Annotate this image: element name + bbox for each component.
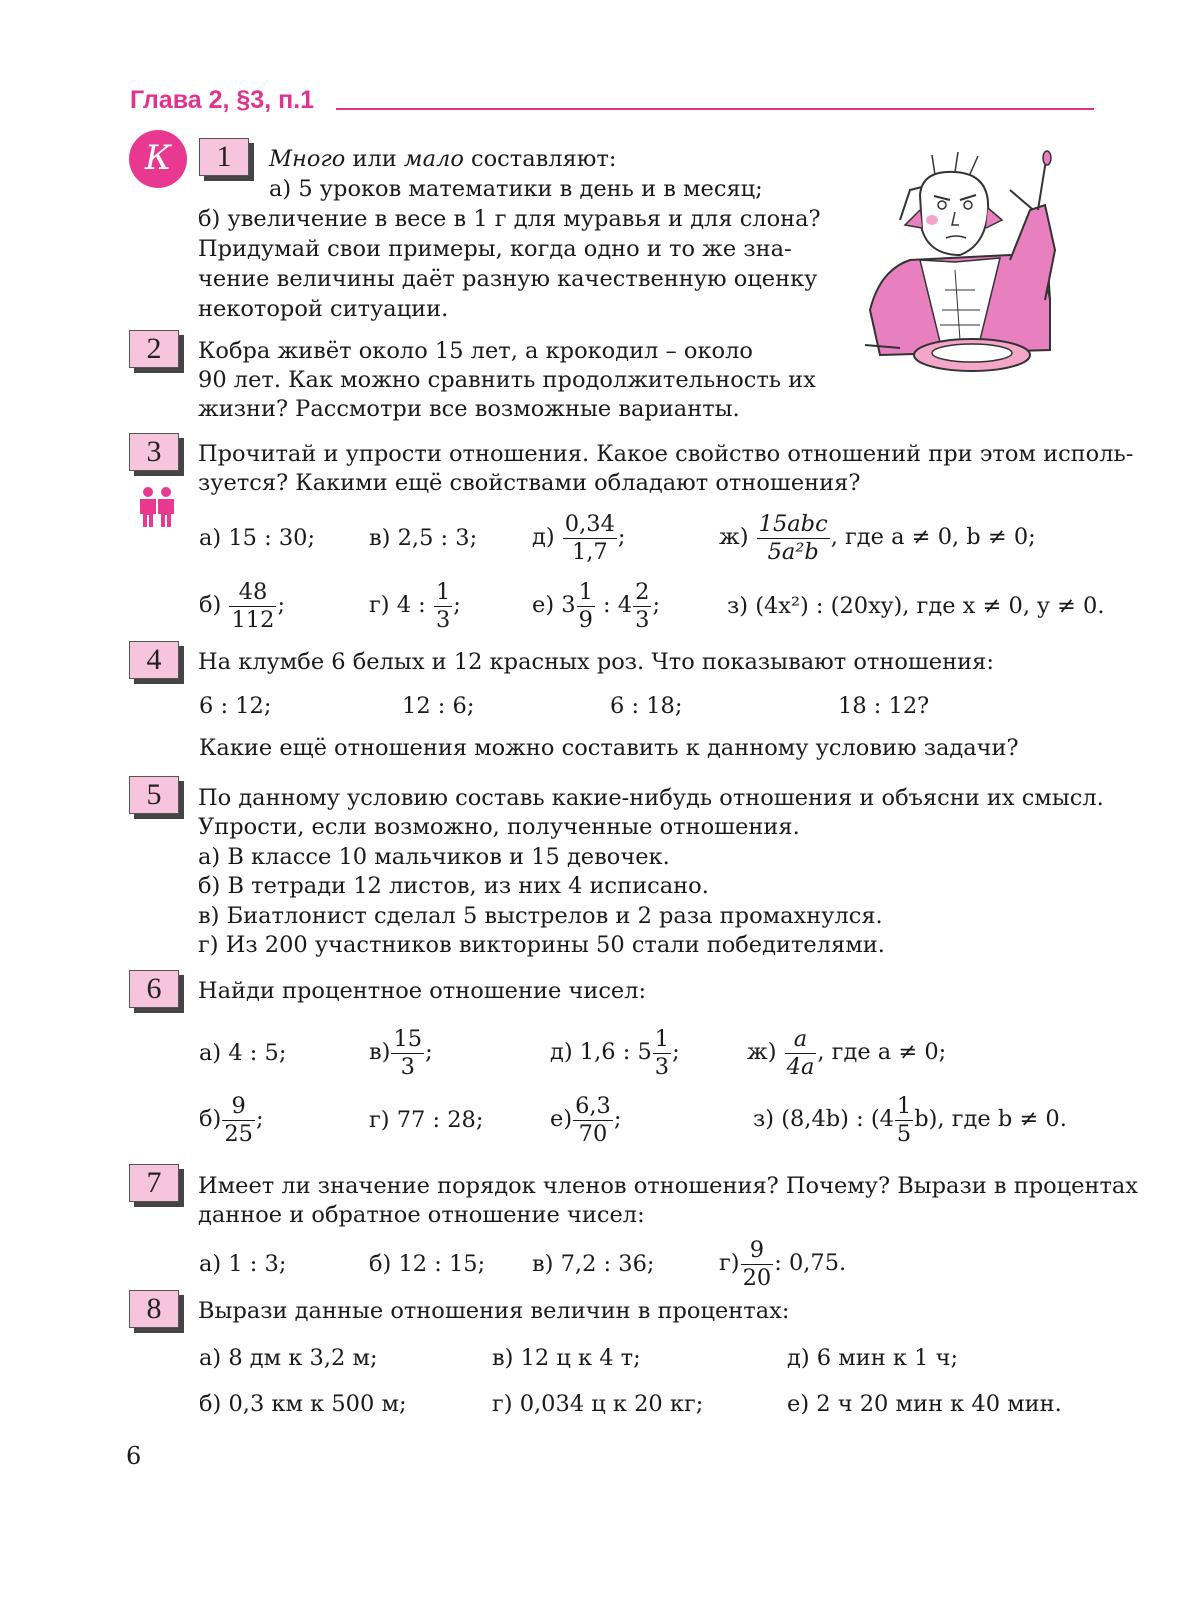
- fraction: [741, 1239, 774, 1289]
- fraction: [563, 513, 617, 563]
- item-label: ж): [719, 524, 749, 550]
- fraction-denominator: 4a: [786, 1053, 815, 1080]
- task-3-item-g: [369, 579, 461, 631]
- task-7-line: Имеет ли значение порядок членов отношения? Почему? Вырази в процентах: [198, 1173, 1138, 1199]
- task-number-1: 1: [199, 138, 249, 176]
- item-end: ;: [277, 592, 286, 618]
- task-5-item: г) Из 200 участников викторины 50 стали победителями.: [198, 932, 885, 958]
- fraction: [222, 1095, 255, 1145]
- task-6-item-d: [550, 1026, 680, 1078]
- chapter-heading: Глава 2, §3, п.1: [130, 86, 315, 114]
- fraction-denominator: 3: [400, 1053, 415, 1080]
- task-3-item-a: а) 15 : 30;: [199, 525, 316, 551]
- item-end: ;: [425, 1039, 433, 1065]
- task-7-line: данное и обратное отношение чисел:: [198, 1202, 645, 1228]
- fraction-denominator: 25: [224, 1120, 253, 1147]
- task-6-text: Найди процентное отношение чисел:: [198, 978, 647, 1004]
- item-end: ;: [652, 592, 661, 618]
- item-tail: , где a ≠ 0;: [817, 1039, 947, 1065]
- fraction: [633, 581, 651, 631]
- fraction-numerator: 9: [741, 1239, 774, 1265]
- task-5-item: а) В классе 10 мальчиков и 15 девочек.: [198, 844, 670, 870]
- fraction-denominator: 3: [435, 606, 451, 633]
- task-1-item-b: б) увеличение в весе в 1 г для муравья и для слона?: [198, 206, 821, 232]
- item-label: в): [369, 1039, 391, 1065]
- task-6-item-v: [369, 1026, 433, 1078]
- fraction: [229, 581, 276, 631]
- task-8-item: д) 6 мин к 1 ч;: [787, 1345, 959, 1371]
- fraction: [653, 1028, 671, 1078]
- task-6-item-zh: [747, 1026, 946, 1078]
- task-3-item-e: [532, 579, 660, 631]
- task-1-lead-tail: составляют:: [463, 146, 617, 172]
- task-4-ratio: 12 : 6;: [402, 693, 475, 719]
- fraction-denominator: 20: [742, 1264, 772, 1291]
- task-8-item: г) 0,034 ц к 20 кг;: [492, 1391, 704, 1417]
- item-label: з) (8,4b) : (4: [753, 1106, 894, 1132]
- task-1-line: Придумай свои примеры, когда одно и то же зна-: [198, 236, 792, 262]
- fraction-numerator: 1: [896, 1093, 912, 1119]
- item-label: д): [532, 524, 555, 550]
- task-3-item-v: в) 2,5 : 3;: [369, 525, 478, 551]
- task-3-line: Прочитай и упрости отношения. Какое свойство отношений при этом исполь-: [198, 441, 1134, 467]
- fraction-numerator: 48: [229, 581, 276, 607]
- fraction-denominator: 70: [578, 1120, 608, 1147]
- task-6-item-e: [550, 1093, 621, 1145]
- fraction: [757, 513, 830, 563]
- task-5-line: По данному условию составь какие-нибудь отношения и объясни их смысл.: [198, 785, 1104, 811]
- item-end: ;: [613, 1106, 622, 1132]
- item-label: б): [199, 592, 222, 618]
- task-4-ratio: 6 : 18;: [610, 693, 683, 719]
- fraction-denominator: 9: [578, 606, 593, 633]
- task-7-item-b: б) 12 : 15;: [369, 1251, 486, 1277]
- fraction: [895, 1095, 913, 1145]
- item-mid: : 4: [603, 592, 633, 618]
- task-8-item: в) 12 ц к 4 т;: [492, 1345, 641, 1371]
- task-6-item-g: г) 77 : 28;: [369, 1107, 484, 1133]
- task-number-3: 3: [129, 433, 179, 471]
- task-8-item: а) 8 дм к 3,2 м;: [199, 1345, 378, 1371]
- task-3-item-d: [532, 511, 626, 563]
- task-7-item-g: [719, 1237, 846, 1289]
- task-1-line: некоторой ситуации.: [198, 296, 449, 322]
- task-1-lead: [269, 144, 616, 174]
- task-3-item-z: з) (4x²) : (20xy), где x ≠ 0, y ≠ 0.: [727, 593, 1105, 619]
- item-end: ;: [255, 1106, 264, 1132]
- item-tail: : 0,75.: [774, 1250, 847, 1276]
- item-tail: b), где b ≠ 0.: [914, 1106, 1067, 1132]
- task-number-7: 7: [129, 1164, 179, 1202]
- item-tail: , где a ≠ 0, b ≠ 0;: [830, 524, 1036, 550]
- task-4-question: Какие ещё отношения можно составить к данному условию задачи?: [199, 735, 1019, 761]
- task-number-2: 2: [129, 330, 179, 368]
- fraction-denominator: 112: [231, 606, 275, 633]
- fraction-numerator: 6,3: [575, 1093, 611, 1119]
- header-rule: [336, 108, 1094, 110]
- task-number-8: 8: [129, 1290, 179, 1328]
- task-5-item: в) Биатлонист сделал 5 выстрелов и 2 раза промахнулся.: [198, 903, 883, 929]
- item-end: ;: [617, 524, 626, 550]
- task-1-lead-word-1: Много: [269, 146, 346, 172]
- fraction-denominator: 5a²b: [767, 538, 819, 565]
- task-6-item-b: [199, 1093, 264, 1145]
- task-7-item-v: в) 7,2 : 36;: [532, 1251, 655, 1277]
- item-label: е) 3: [532, 592, 576, 618]
- fraction: [573, 1095, 613, 1145]
- fraction-numerator: 2: [635, 579, 650, 605]
- letter-k-badge-icon: К: [129, 130, 187, 188]
- task-number-5: 5: [129, 776, 179, 814]
- item-label: б): [199, 1106, 222, 1132]
- task-5-line: Упрости, если возможно, полученные отношения.: [198, 814, 800, 840]
- task-8-item: б) 0,3 км к 500 м;: [199, 1391, 407, 1417]
- task-3-line: зуется? Какими ещё свойствами обладают отношения?: [198, 470, 861, 496]
- task-6-item-a: а) 4 : 5;: [199, 1040, 287, 1066]
- task-3-item-zh: [719, 511, 1036, 563]
- fraction-numerator: a: [785, 1028, 817, 1054]
- task-5-item: б) В тетради 12 листов, из них 4 исписано.: [198, 873, 709, 899]
- fraction-denominator: 3: [635, 606, 650, 633]
- fraction: [391, 1028, 424, 1078]
- task-4-text: На клумбе 6 белых и 12 красных роз. Что показывают отношения:: [198, 649, 994, 675]
- task-number-6: 6: [129, 970, 179, 1008]
- task-1-item-a: а) 5 уроков математики в день и в месяц;: [269, 176, 763, 202]
- task-2-line: Кобра живёт около 15 лет, а крокодил – около: [198, 338, 753, 364]
- item-label: г) 4 :: [369, 592, 426, 618]
- item-label: е): [550, 1106, 573, 1132]
- fraction: [577, 581, 595, 631]
- fraction: [785, 1028, 817, 1078]
- task-1-line: чение величины даёт разную качественную оценку: [198, 266, 818, 292]
- fraction-numerator: 1: [435, 579, 451, 605]
- fraction-denominator: 1,7: [571, 538, 608, 565]
- fraction-numerator: 1: [578, 579, 593, 605]
- item-label: д) 1,6 : 5: [550, 1039, 652, 1065]
- task-4-ratio: 18 : 12?: [838, 693, 930, 719]
- item-end: ;: [672, 1039, 680, 1065]
- fraction-numerator: 9: [222, 1095, 255, 1121]
- fraction-denominator: 5: [896, 1120, 912, 1147]
- cartoon-man-eating-illustration: [860, 150, 1070, 382]
- item-label: г): [719, 1250, 740, 1276]
- pair-work-icon: [137, 486, 177, 528]
- task-7-item-a: а) 1 : 3;: [199, 1251, 287, 1277]
- task-number-4: 4: [129, 641, 179, 679]
- task-1-lead-mid: или: [345, 146, 404, 172]
- fraction-numerator: 1: [654, 1026, 670, 1052]
- fraction-numerator: 15: [393, 1026, 423, 1052]
- task-2-line: 90 лет. Как можно сравнить продолжительность их: [198, 367, 816, 393]
- task-1-lead-word-2: мало: [403, 146, 464, 172]
- item-end: ;: [453, 592, 461, 618]
- task-2-line: жизни? Рассмотри все возможные варианты.: [198, 396, 740, 422]
- fraction-numerator: 0,34: [564, 511, 615, 537]
- task-6-item-z: [753, 1093, 1067, 1145]
- page-number: 6: [126, 1442, 142, 1470]
- task-4-ratio: 6 : 12;: [199, 693, 272, 719]
- task-8-item: е) 2 ч 20 мин к 40 мин.: [787, 1391, 1062, 1417]
- item-label: ж): [747, 1039, 777, 1065]
- task-3-item-b: [199, 579, 285, 631]
- fraction-numerator: 15abc: [758, 511, 828, 537]
- fraction-denominator: 3: [654, 1053, 670, 1080]
- task-8-text: Вырази данные отношения величин в процентах:: [198, 1298, 790, 1324]
- fraction: [434, 581, 452, 631]
